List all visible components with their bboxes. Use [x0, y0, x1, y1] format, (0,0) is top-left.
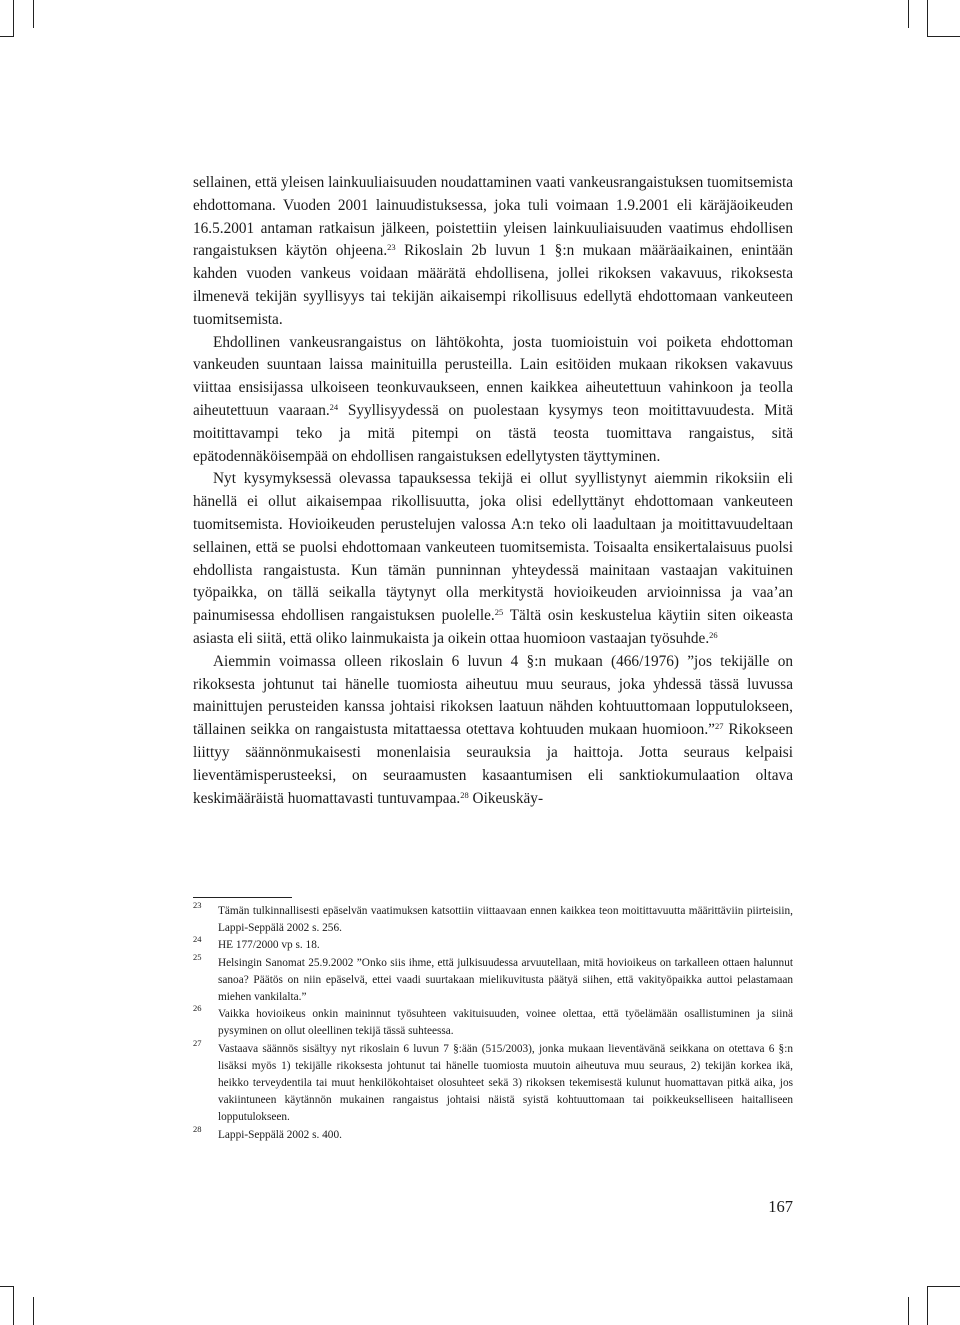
footnote-26: [193, 1003, 793, 1040]
footnote-number: 25: [193, 951, 202, 962]
crop-mark-bottom-left-horizontal: [0, 1286, 14, 1287]
footnote-23: [193, 900, 793, 937]
footnote-ref-26[interactable]: 26: [709, 629, 718, 640]
crop-mark-bottom-right-vertical: [927, 1286, 928, 1325]
crop-mark-top-right-horizontal: [927, 36, 960, 37]
crop-mark-top-right-vertical: [927, 0, 928, 36]
footnote-ref-27[interactable]: 27: [714, 721, 724, 732]
footnote-number: 23: [193, 900, 202, 910]
footnote-24: [193, 934, 793, 954]
footnotes: [193, 900, 793, 1144]
crop-mark-top-left-vertical: [13, 0, 14, 36]
crop-mark-bottom-left-inner: [33, 1297, 34, 1325]
footnote-number: 24: [193, 934, 202, 945]
footnote-25: [193, 951, 793, 1007]
footnote-separator: [193, 897, 292, 898]
paragraph-4-text-end: Oikeuskäy-: [468, 789, 544, 807]
footnote-text: Lappi-Seppälä 2002 s. 400.: [218, 1128, 342, 1141]
footnote-text: Vaikka hovioikeus onkin maininnut työsuhteen vakituisuuden, voinee olettaa, että työelämään osallistuminen ja siinä pysyminen on ollut oleellinen tekijä tässä suhteessa.: [218, 1008, 793, 1038]
footnote-number: 28: [193, 1123, 202, 1134]
paragraph-4-text: Aiemmin voimassa olleen rikoslain 6 luvun 4 §:n mukaan (466/1976) ”jos tekijälle on rikoksesta johtunut tai hänelle tuomiosta aiheutuu muu seuraus, joka yhdessä tässä luvussa mainittujen perusteiden kanssa johtaisi rikoksen laatuun nähden kohtuuttomaan lopputulokseen, tällainen seikka on rangaistusta mitattaessa otettava kohtuuden mukaan huomioon.”: [193, 652, 793, 739]
footnote-28: [193, 1123, 793, 1144]
footnote-text: HE 177/2000 vp s. 18.: [218, 939, 320, 952]
paragraph-4: [193, 651, 793, 811]
crop-mark-bottom-left-vertical: [13, 1286, 14, 1325]
footnote-text: Helsingin Sanomat 25.9.2002 ”Onko siis ihme, että julkisuudessa arvuutellaan, mitä hovioikeus on tarkalleen ottaen halunnut sanoa? Päätös on niin epäselvä, ettei vaadi suurtakaan mielikuvitusta päätyä siihen, että vakityöpaikka auttoi pelastamaan miehen vankilalta.”: [218, 956, 793, 1004]
footnote-ref-24[interactable]: 24: [329, 401, 339, 412]
paragraph-2: [193, 332, 793, 469]
paragraph-1: [193, 172, 793, 332]
footnote-ref-28[interactable]: 28: [460, 789, 469, 800]
page-number: 167: [768, 1197, 793, 1216]
paragraph-3-text-cont: Tältä osin keskustelua käytiin siten oikeasta asiasta eli siitä, että oliko lainmukaista ja oikein ottaa huomioon vastaajan työsuhde.: [193, 607, 793, 647]
paragraph-3-text: Nyt kysymyksessä olevassa tapauksessa tekijä ei ollut syyllistynyt aiemmin rikoksiin eli hänellä ei ollut aikaisempaa rikollisuutta, joka olisi edellyttänyt ehdottomaan vankeuteen tuomitsemista. Hovioikeuden perustelujen valossa A:n teko oli laadultaan ja moitittavuudeltaan sellainen, että se puolsi ehdottomaan vankeuteen tuomitsemista. Toisaalta ensikertalaisuus puolsi ehdollista rangaistusta. Kun tämän punninnan yhteydessä mainitaan vastaajan vakituinen työpaikka, on tällä seikalla täytynyt olla merkitystä hovioikeuden arvioinnissa ja vaa’an painumisessa ehdollisen rangaistuksen puolelle.: [193, 470, 793, 625]
crop-mark-top-right-inner: [908, 0, 909, 28]
footnote-number: 27: [193, 1037, 202, 1048]
crop-mark-bottom-right-horizontal: [927, 1286, 960, 1287]
paragraph-1-text: sellainen, että yleisen lainkuuliaisuuden noudattaminen vaati vankeusrangaistuksen tuomitsemista ehdottomana. Vuoden 2001 lainuudistuksessa, joka tuli voimaan 1.9.2001 eli käräjäoikeuden 16.5.2001 antaman ratkaisun jälkeen, poistettiin yleisen lainkuuliaisuuden vaatimus ehdollisen rangaistuksen käytön ohjeena.: [193, 174, 793, 260]
paragraph-2-text-cont: Syyllisyydessä on puolestaan kysymys teon moitittavuudesta. Mitä moitittavampi teko ja mitä pitempi on tästä teosta tuomittava rangaistus, sitä epätodennäköisempää on ehdollisen rangaistuksen edellytysten täyttyminen.: [193, 401, 793, 465]
footnote-ref-23[interactable]: 23: [387, 242, 396, 253]
crop-mark-bottom-right-inner: [908, 1297, 909, 1325]
paragraph-4-text-cont: Rikokseen liittyy säännönmukaisesti monenlaisia seurauksia ja haittoja. Jotta seuraus kelpaisi lieventämisperusteeksi, on seuraamusten kasaantumisen eli sanktiokumulaation oltava keskimääräistä huomattavasti tuntuvampaa.: [193, 721, 794, 807]
crop-mark-top-left-horizontal: [0, 36, 14, 37]
footnote-text: Vastaava säännös sisältyy nyt rikoslain 6 luvun 7 §:ään (515/2003), jonka mukaan lieventävänä seikkana on otettava 6 §:n lisäksi myös 1) tekijälle rikoksesta johtunut tai hänelle tuomiosta muutoin aiheutuva muu seuraus, 2) tekijän korkea ikä, heikko terveydentila tai muut henkilökohtaiset olosuhteet sekä 3) rikoksen tekemisestä kulunut huomattavan pitkä aika, jos vakiintuneen käytännön mukainen rangaistus johtaisi näistä syistä kohtuuttomaan tai poikkeukselliseen haitalliseen lopputulokseen.: [218, 1042, 793, 1124]
footnote-number: 26: [193, 1003, 202, 1014]
paragraph-1-text-cont: Rikoslain 2b luvun 1 §:n mukaan määräaikainen, enintään kahden vuoden vankeus voidaan määrätä ehdollisena, jollei rikoksen vakavuus, rikoksesta ilmenevä tekijän syyllisyys tai tekijän aikaisempi rikollisuus edellytä ehdottomaan vankeuteen tuomitsemista.: [193, 242, 794, 328]
paragraph-2-text: Ehdollinen vankeusrangaistus on lähtökohta, josta tuomioistuin voi poiketa ehdottoman vankeuden suuntaan laissa mainituilla perusteilla. Lain esitöiden mukaan rikoksen vakavuus viittaa ensisijassa ulkoiseen teonkuvaukseen, ennen kaikkea aiheutettuun vahinkoon ja teolla aiheutettuun vaaraan.: [193, 333, 793, 419]
footnote-ref-25[interactable]: 25: [494, 607, 504, 618]
footnote-27: [193, 1037, 793, 1127]
footnote-text: Tämän tulkinnallisesti epäselvän vaatimuksen katsottiin viittaavaan ennen kaikkea teon moitittavuutta määrittäviin piirteisiin, Lappi-Seppälä 2002 s. 256.: [218, 905, 793, 935]
body-text: [193, 172, 793, 810]
crop-mark-top-left-inner: [33, 0, 34, 28]
paragraph-3: [193, 468, 793, 650]
